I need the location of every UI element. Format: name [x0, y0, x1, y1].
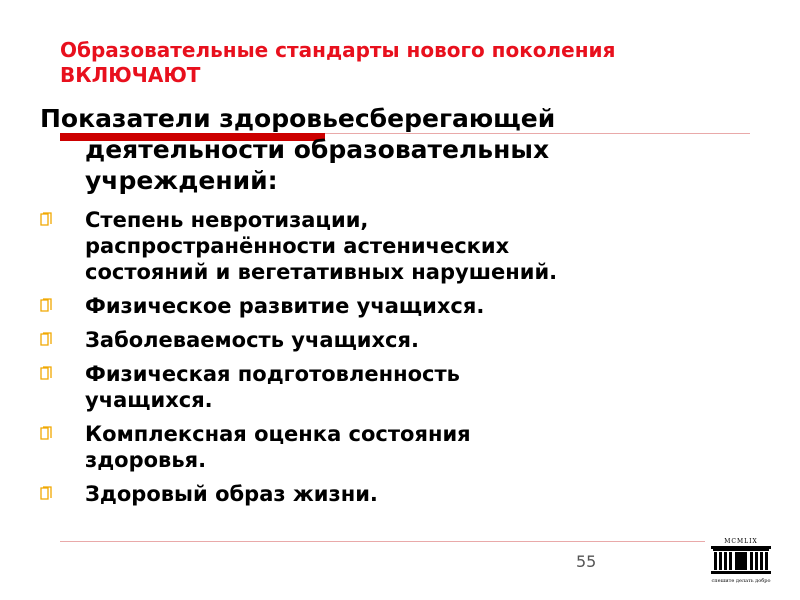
logo-year-text: MCMLIX [724, 538, 758, 545]
bullet-item-2 [40, 293, 760, 319]
hollow-box-bullet-icon [40, 212, 52, 226]
bullet-item-5 [40, 421, 760, 473]
hollow-box-bullet-icon [40, 426, 52, 440]
bullet-text: Физическая подготовленность учащихся. [85, 362, 460, 412]
bottom-divider [60, 541, 705, 542]
heading-line-3: учреждений: [85, 166, 278, 195]
bullet-text: Заболеваемость учащихся. [85, 328, 419, 352]
bullet-text: Здоровый образ жизни. [85, 482, 378, 506]
hollow-box-bullet-icon [40, 332, 52, 346]
heading-line-2: деятельности образовательных [85, 135, 550, 164]
hollow-box-bullet-icon [40, 366, 52, 380]
page-number: 55 [576, 552, 597, 571]
bullet-item-3 [40, 327, 760, 353]
heading-line-1: Показатели здоровьесберегающей [40, 104, 556, 133]
hollow-box-bullet-icon [40, 486, 52, 500]
slide-title: Образовательные стандарты нового поколения ВКЛЮЧАЮТ [60, 38, 616, 87]
bullet-text: Физическое развитие учащихся. [85, 294, 485, 318]
logo-motto: спешите делать добро [711, 578, 771, 584]
bullet-text: Степень невротизации, распространённости астенических состояний и вегетативных нарушений. [85, 208, 558, 284]
bullet-item-4 [40, 361, 760, 413]
building-logo-icon [708, 537, 774, 585]
bullet-text: Комплексная оценка состояния здоровья. [85, 422, 471, 472]
hollow-box-bullet-icon [40, 298, 52, 312]
bullet-list [40, 207, 760, 515]
section-heading [40, 103, 740, 196]
bullet-item-1 [40, 207, 760, 285]
bullet-item-6 [40, 481, 760, 507]
